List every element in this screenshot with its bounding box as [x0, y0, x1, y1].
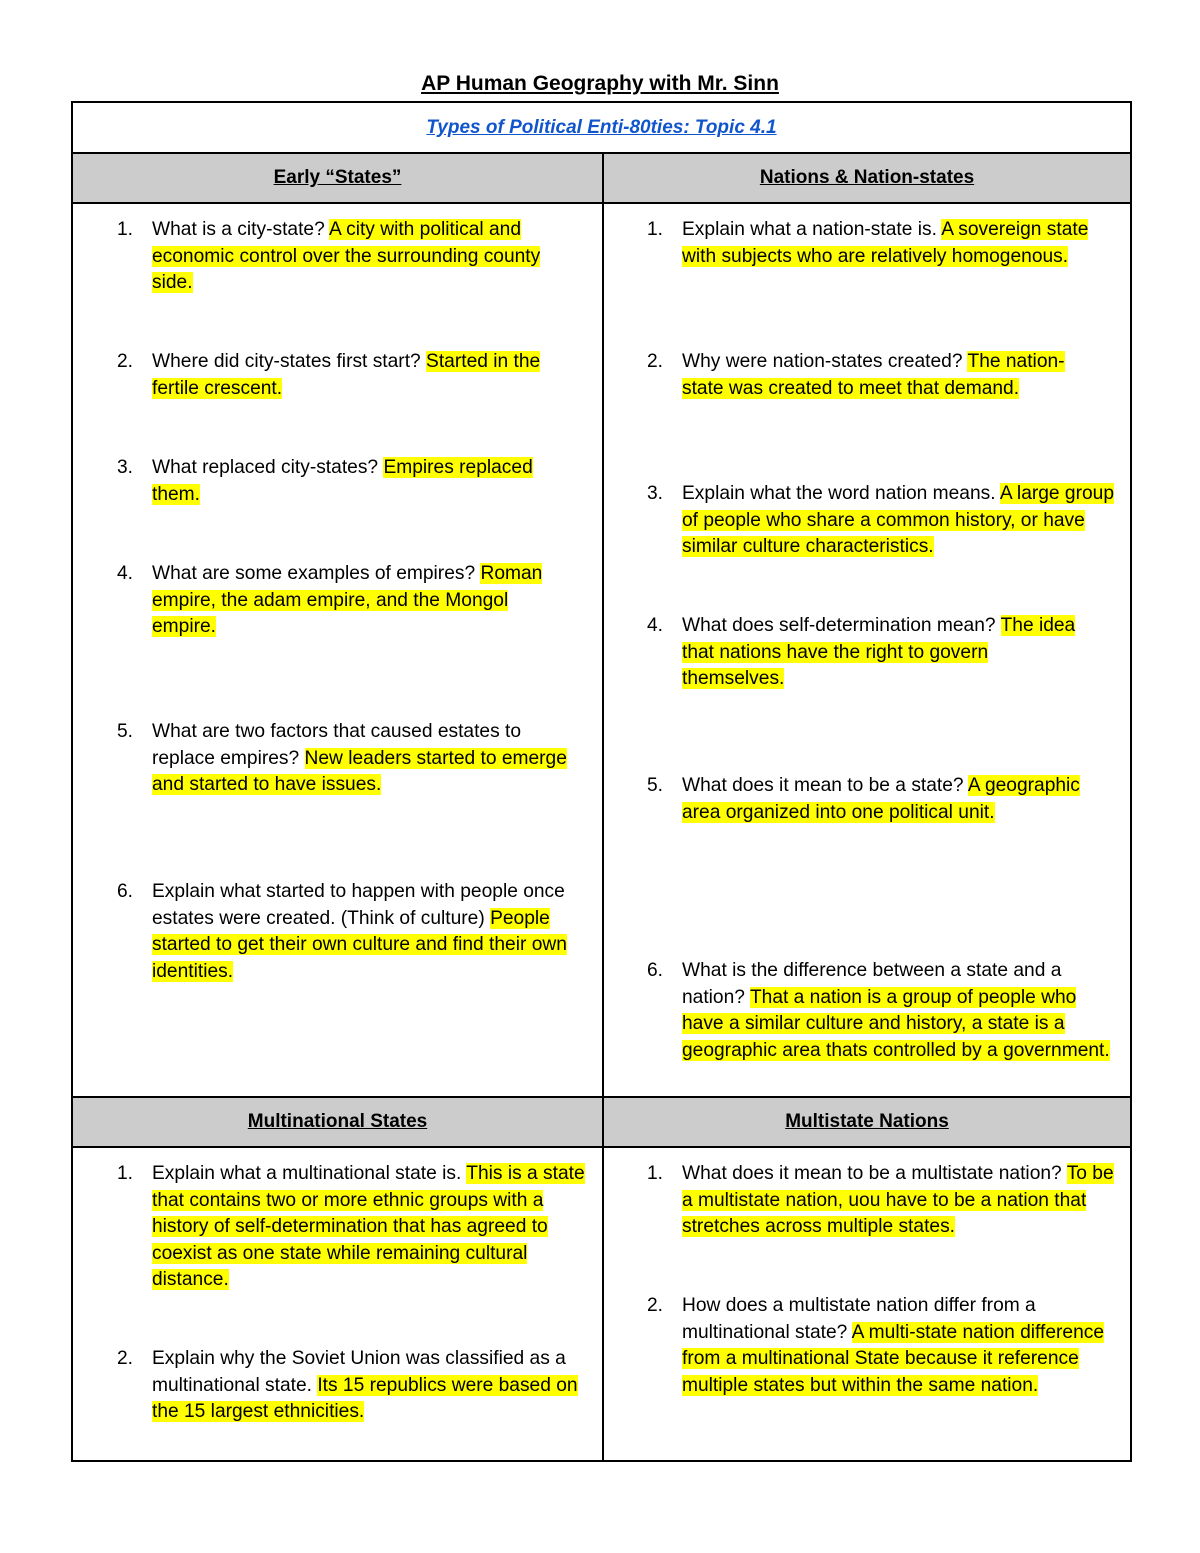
question-text: What is the difference between a state and a nation? [682, 960, 1062, 1008]
answer-text: The idea that nations have the right to govern themselves. [682, 615, 1076, 689]
heading-nation-states: Nations & Nation-states [604, 154, 1130, 204]
question-text: Explain what a nation-state is. [682, 219, 937, 240]
document-title: AP Human Geography with Mr. Sinn [421, 72, 779, 95]
question-text: Where did city-states first start? [152, 351, 421, 372]
question-text: What does it mean to be a state? [682, 775, 964, 796]
answer-text: Roman empire, the adam empire, and the Mongol empire. [152, 563, 543, 637]
answer-text: New leaders started to emerge and started to have issues. [152, 747, 567, 795]
question-text: What are two factors that caused estates to replace empires? [152, 721, 522, 769]
answer-text: A sovereign state with subjects who are relatively homogenous. [682, 219, 1089, 267]
answer-text: A large group of people who share a common history, or have similar culture characteristics. [682, 483, 1114, 557]
column-divider [602, 154, 604, 1460]
heading-multinational-states: Multinational States [73, 1098, 602, 1148]
question-text: Why were nation-states created? [682, 351, 963, 372]
answer-text: To be a multistate nation, uou have to be a nation that stretches across multiple states. [682, 1163, 1114, 1237]
heading-early-states: Early “States” [73, 154, 602, 204]
question-text: What is a city-state? [152, 219, 325, 240]
question-text: What does it mean to be a multistate nation? [682, 1163, 1062, 1184]
question-text: Explain what the word nation means. [682, 483, 996, 504]
answer-text: A city with political and economic control over the surrounding county side. [152, 219, 541, 293]
answer-text: Its 15 republics were based on the 15 largest ethnicities. [152, 1374, 578, 1422]
answer-text: The nation-state was created to meet that demand. [682, 351, 1065, 399]
question-text: What are some examples of empires? [152, 563, 476, 584]
heading-multistate-nations: Multistate Nations [604, 1098, 1130, 1148]
question-text: What does self-determination mean? [682, 615, 996, 636]
answer-text: This is a state that contains two or more ethnic groups with a history of self-determination that has agreed to coexist as one state while remaining cultural distance. [152, 1163, 585, 1290]
worksheet-table: Types of Political Enti-80ties: Topic 4.1 Early “States” Nations & Nation-states Multinational States Multistate Nations 1. What is a city-state? A city with political and economic control over the surrounding county side. 2. Where did city-states first start? Started in the fertile crescent. 3. What replaced city-states? Empires replaced them. 4. What are some examples of empires? Roman empire, the adam empire, and the Mongol empire. 5. What are two factors that caused estates to replace empires? New leaders started to emerge and started to have issues. 6. Explain what started to happen with people once estates were created. (Think of culture) People started to get their own culture and find their own identities. 1. Explain what a nation-state is. A sovereign state with subjects who are relatively homogenous. 2. Why were nation-states created? The nation-state was created to meet that demand. 3. Explain what the word nation means. A large group of people who share a common history, or have similar culture characteristics. 4. What does self-determination mean? The idea that nations have the right to govern themselves. 5. What does it mean to be a state? A geographic area organized into one political unit. 6. What is the difference between a state and a nation? That a nation is a group of people who have a similar culture and history, a state is a geographic area thats controlled by a government. 1. Explain what a multinational state is. This is a state that contains two or more ethnic groups with a history of self-determination that has agreed to coexist as one state while remaining cultural distance. 2. Explain why the Soviet Union was classified as a multinational state. Its 15 republics were based on the 15 largest ethnicities. 1. What does it mean to be a multistate nation? To be a multistate nation, uou have to be a nation that stretches across multiple states. 2. How does a multistate nation differ from a multinational state? A multi-state nation difference from a multinational State because it reference multiple states but within the same nation. [71, 101, 1132, 1462]
question-text: How does a multistate nation differ from a multinational state? [682, 1295, 1036, 1343]
question-text: What replaced city-states? [152, 457, 379, 478]
question-text: Explain what started to happen with people once estates were created. (Think of culture) [152, 881, 565, 929]
answer-text: A geographic area organized into one political unit. [682, 775, 1080, 823]
answer-text: Empires replaced them. [152, 457, 533, 505]
answer-text: Started in the fertile crescent. [152, 351, 541, 399]
answer-text: A multi-state nation difference from a multinational State because it reference multiple states but within the same nation. [682, 1321, 1105, 1396]
worksheet-subtitle: Types of Political Enti-80ties: Topic 4.1 [73, 103, 1130, 154]
question-text: Explain why the Soviet Union was classified as a multinational state. [152, 1348, 566, 1396]
question-text: Explain what a multinational state is. [152, 1163, 462, 1184]
answer-text: People started to get their own culture and find their own identities. [152, 907, 567, 982]
answer-text: That a nation is a group of people who have a similar culture and history, a state is a geographic area thats controlled by a government. [682, 986, 1110, 1061]
